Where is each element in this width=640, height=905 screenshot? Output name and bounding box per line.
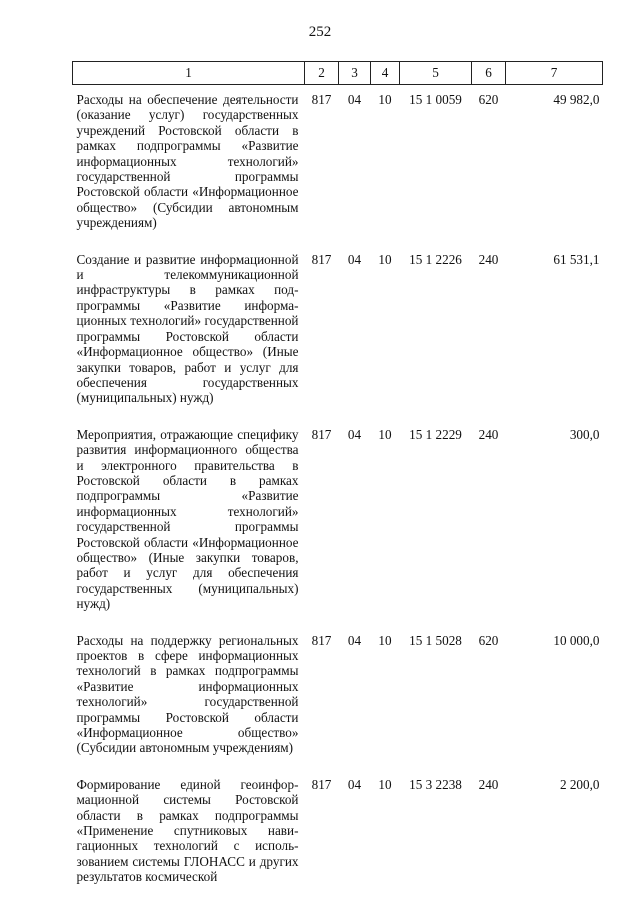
row-expense-type: 240 [478, 251, 499, 267]
row-ministry-code: 817 [311, 426, 332, 442]
page-number: 252 [308, 24, 332, 40]
budget-table [72, 61, 603, 899]
table-header [73, 62, 603, 85]
header-col-6: 6 [472, 62, 506, 85]
row-expense-type: 240 [478, 426, 499, 442]
row-description: Мероприятия, отражающие специфику развития информационного общества и электронного правительства в Ростовской области в рамках подпрограммы «Развитие информационных технологий» государственной программы Ростовской области «Информационное общество» (Иные закупки товаров, работ и услуг для обеспечения государственных (муниципальных) нужд) [76, 426, 299, 612]
row-description: Создание и развитие информационной и телекоммуникационной инфраструктуры в рамках подпрограммы «Развитие информационных технологий» государственной программы Ростовской области «Информационное общество» (Иные закупки товаров, работ и услуг для обеспечения государственных (муниципальных) нужд) [76, 251, 299, 406]
row-description: Формирование единой геоинформационной системы Ростовской области в рамках подпрограммы «Применение спутниковых навигационных технологий с использованием системы ГЛОНАСС и других результатов космической [76, 776, 299, 885]
row-section-code: 04 [347, 632, 362, 648]
row-description: Расходы на поддержку региональных проектов в сфере информационных технологий в рамках подпрограммы «Развитие информационных технологий» государственной программы Ростовской области «Информационное общество» (Субсидии автономным учреждениям) [76, 632, 299, 756]
header-col-3: 3 [339, 62, 371, 85]
row-amount: 300,0 [569, 426, 600, 442]
row-target-article: 15 1 0059 [409, 92, 462, 107]
row-target-article: 15 1 5028 [409, 632, 462, 648]
header-col-1: 1 [73, 62, 305, 85]
table-row [73, 85, 603, 245]
header-col-2: 2 [305, 62, 339, 85]
table-row [73, 245, 603, 420]
row-target-article: 15 1 2229 [409, 426, 462, 442]
row-expense-type: 620 [478, 92, 499, 107]
row-section-code: 04 [347, 92, 362, 107]
table-row [73, 420, 603, 626]
row-amount: 10 000,0 [553, 632, 600, 648]
header-col-4: 4 [371, 62, 400, 85]
row-target-article: 15 3 2238 [409, 776, 462, 792]
row-subsection-code: 10 [378, 426, 392, 442]
row-amount: 49 982,0 [553, 92, 600, 107]
row-subsection-code: 10 [378, 251, 392, 267]
row-expense-type: 620 [478, 632, 499, 648]
row-ministry-code: 817 [311, 251, 332, 267]
table-row [73, 770, 603, 899]
row-section-code: 04 [347, 426, 362, 442]
row-amount: 2 200,0 [559, 776, 600, 792]
row-subsection-code: 10 [378, 92, 392, 107]
table-row [73, 626, 603, 770]
row-subsection-code: 10 [378, 776, 392, 792]
header-col-5: 5 [400, 62, 472, 85]
row-expense-type: 240 [478, 776, 499, 792]
header-col-7: 7 [506, 62, 603, 85]
row-description: Расходы на обеспечение деятельности (оказание услуг) государственных учреждений Ростовской области в рамках подпрограммы «Развитие информационных технологий» государственной программы Ростовской области «Информационное общество» (Субсидии автономным учреждениям) [76, 92, 299, 231]
row-section-code: 04 [347, 776, 362, 792]
row-amount: 61 531,1 [553, 251, 600, 267]
row-ministry-code: 817 [311, 632, 332, 648]
row-ministry-code: 817 [311, 776, 332, 792]
row-target-article: 15 1 2226 [409, 251, 462, 267]
row-section-code: 04 [347, 251, 362, 267]
row-ministry-code: 817 [311, 92, 332, 107]
row-subsection-code: 10 [378, 632, 392, 648]
